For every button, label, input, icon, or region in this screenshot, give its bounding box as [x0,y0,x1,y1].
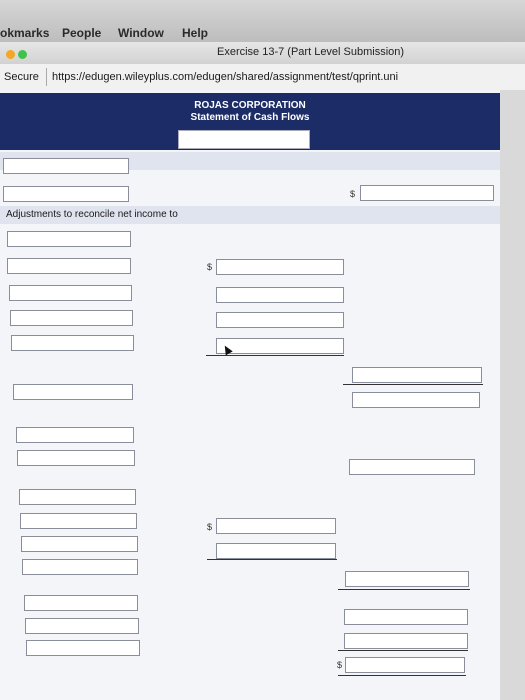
minimize-window-icon[interactable] [6,50,15,59]
investing-description-input[interactable] [17,450,135,466]
investing-description-input[interactable] [16,427,134,443]
net-income-amount-input[interactable] [360,185,494,201]
currency-symbol: $ [207,522,213,532]
currency-symbol: $ [207,262,213,272]
menu-people[interactable]: People [62,26,102,40]
statement-title: Statement of Cash Flows [190,112,310,123]
financing-amount-input[interactable] [216,518,336,534]
beginning-cash-amount-input[interactable] [344,633,468,649]
financing-total-amount-input[interactable] [345,571,469,587]
total-underline [343,384,483,385]
adjustment-description-input[interactable] [10,310,133,326]
adjustment-amount-input[interactable] [216,312,344,328]
cash-description-input[interactable] [25,618,139,634]
cash-description-input[interactable] [24,595,138,611]
operating-total-amount-input[interactable] [352,367,482,383]
statement-form [0,90,500,700]
adjustment-amount-input[interactable] [216,338,344,354]
maximize-window-icon[interactable] [18,50,27,59]
double-underline [338,675,466,676]
menu-window[interactable]: Window [118,26,164,40]
window-title-bar [0,42,525,65]
menu-bookmarks[interactable]: okmarks [0,26,50,40]
financing-description-input[interactable] [20,513,137,529]
financing-amount-input[interactable] [216,543,336,559]
url-text[interactable]: https://edugen.wileyplus.com/edugen/shared/assignment/test/qprint.uni [52,71,399,83]
adjustment-description-input[interactable] [9,285,132,301]
total-underline [338,650,468,651]
currency-symbol: $ [337,660,343,670]
adjustment-description-input[interactable] [7,258,131,274]
statement-header [0,93,500,150]
menu-bar [0,0,525,42]
financing-description-input[interactable] [19,489,136,505]
adjustment-amount-input[interactable] [216,259,344,275]
investing-total-amount-input[interactable] [349,459,475,475]
investing-description-input[interactable] [13,384,133,400]
cash-description-input[interactable] [26,640,140,656]
financing-description-input[interactable] [22,559,138,575]
menu-help[interactable]: Help [182,26,209,40]
statement-date-input[interactable] [178,130,310,149]
address-bar[interactable] [0,64,525,91]
adjustment-amount-input[interactable] [216,287,344,303]
company-name: ROJAS CORPORATION [194,100,306,111]
currency-symbol: $ [350,189,356,199]
address-divider [46,68,47,86]
window-edge [500,90,525,700]
ending-cash-amount-input[interactable] [345,657,465,673]
financing-description-input[interactable] [21,536,138,552]
window-title: Exercise 13-7 (Part Level Submission) [217,46,405,58]
line-description-input[interactable] [3,158,129,174]
adjustment-description-input[interactable] [7,231,131,247]
adjustment-description-input[interactable] [11,335,134,351]
section-total-amount-input[interactable] [352,392,480,408]
total-underline [338,589,470,590]
subtotal-underline [206,355,344,356]
line-description-input[interactable] [3,186,129,202]
net-change-amount-input[interactable] [344,609,468,625]
adjustments-label: Adjustments to reconcile net income to [6,209,178,220]
subtotal-underline [207,559,337,560]
secure-label[interactable]: Secure [4,71,39,83]
